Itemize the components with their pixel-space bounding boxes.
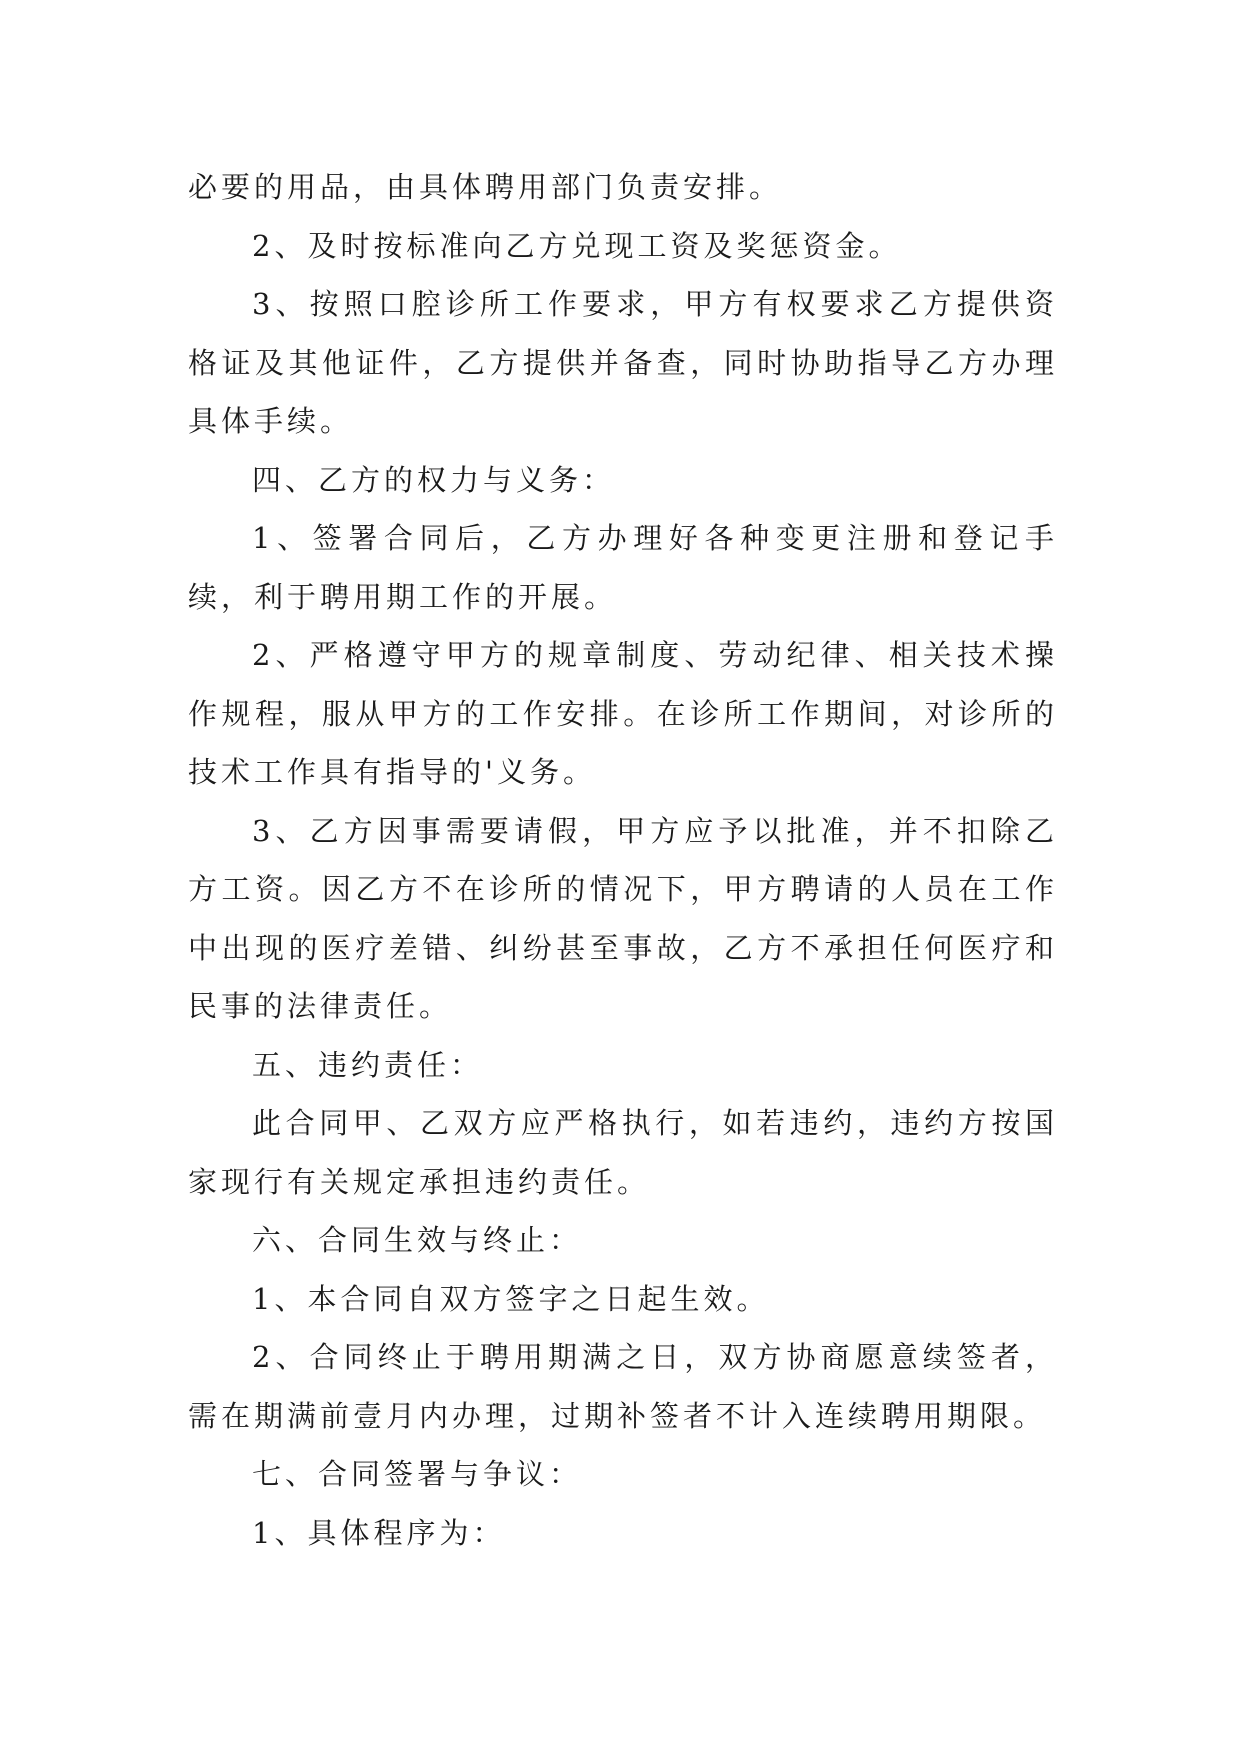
paragraph-breach-liability: 此合同甲、乙双方应严格执行，如若违约，违约方按国家现行有关规定承担违约责任。 xyxy=(188,1106,1058,1199)
paragraph-clause-3-leave: 3、乙方因事需要请假，甲方应予以批准，并不扣除乙方工资。因乙方不在诊所的情况下，甲方聘请的人员在工作中出现的医疗差错、纠纷甚至事故，乙方不承担任何医疗和民事的法律责任。 xyxy=(188,813,1058,1023)
paragraph-clause-1-registration: 1、签署合同后，乙方办理好各种变更注册和登记手续，利于聘用期工作的开展。 xyxy=(188,521,1058,614)
paragraph-clause-2-regulations: 2、严格遵守甲方的规章制度、劳动纪律、相关技术操作规程，服从甲方的工作安排。在诊所工作期间，对诊所的技术工作具有指导的'义务。 xyxy=(188,638,1058,789)
section-heading-party-b-rights: 四、乙方的权力与义务： xyxy=(252,462,616,497)
paragraph-clause-1-procedure: 1、具体程序为： xyxy=(252,1515,506,1550)
section-heading-effect-termination: 六、合同生效与终止： xyxy=(252,1223,583,1257)
section-heading-breach: 五、违约责任： xyxy=(252,1047,484,1082)
document-body xyxy=(188,158,1058,1562)
paragraph-clause-2-wages: 2、及时按标准向乙方兑现工资及奖惩资金。 xyxy=(252,228,902,263)
section-heading-signing-disputes: 七、合同签署与争议： xyxy=(252,1457,583,1491)
paragraph-continuation: 必要的用品，由具体聘用部门负责安排。 xyxy=(188,170,783,204)
paragraph-clause-1-effective: 1、本合同自双方签字之日起生效。 xyxy=(252,1281,770,1316)
paragraph-clause-3-certificates: 3、按照口腔诊所工作要求，甲方有权要求乙方提供资格证及其他证件，乙方提供并备查，同时协助指导乙方办理具体手续。 xyxy=(188,287,1058,438)
paragraph-clause-2-termination: 2、合同终止于聘用期满之日，双方协商愿意续签者，需在期满前壹月内办理，过期补签者不计入连续聘用期限。 xyxy=(188,1340,1058,1433)
